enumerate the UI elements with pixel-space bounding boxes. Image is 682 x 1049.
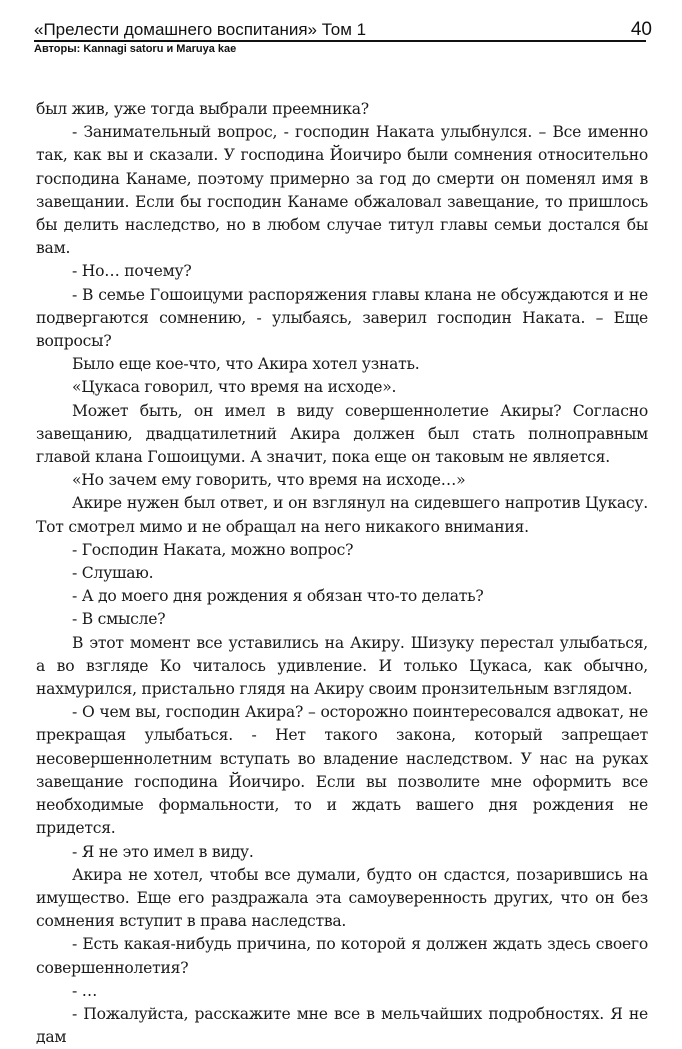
paragraph: «Но зачем ему говорить, что время на исходе…» [72, 471, 466, 490]
page-header [34, 20, 650, 66]
header-authors: Авторы: Kannagi satoru и Maruya kae [34, 43, 237, 55]
paragraph: Было еще кое-что, что Акира хотел узнать. [72, 355, 420, 374]
paragraph: «Цукаса говорил, что время на исходе». [72, 378, 397, 397]
paragraph: Акире нужен был ответ, и он взглянул на сидевшего напротив Цукасу. Тот смотрел мимо и не обращал на него никакого внимания. [36, 494, 648, 536]
paragraph: Акира не хотел, чтобы все думали, будто он сдастся, позарившись на имущество. Еще его раздражала эта самоуверенность других, что он без сомнения вступит в права наследства. [36, 865, 648, 931]
paragraph: - Я не это имел в виду. [72, 842, 254, 861]
paragraph: - Но… почему? [72, 262, 192, 281]
paragraph: Может быть, он имел в виду совершеннолетие Акиры? Согласно завещанию, двадцатилетний Акира должен был стать полноправным главой клана Гошоицуми. А значит, пока еще он таковым не является. [36, 401, 648, 467]
paragraph: - Слушаю. [72, 564, 154, 583]
header-title: «Прелести домашнего воспитания» Том 1 [34, 20, 367, 39]
paragraph: - … [72, 981, 98, 1000]
paragraph: был жив, уже тогда выбрали преемника? [36, 100, 369, 118]
paragraph: - В семье Гошоицуми распоряжения главы клана не обсуждаются и не подвергаются сомнению, - улыбаясь, заверил господин Наката. – Еще вопросы? [36, 285, 648, 351]
paragraph: - Пожалуйста, расскажите мне все в мельчайших подробностях. Я не дам [36, 1004, 648, 1047]
paragraph: - Есть какая-нибудь причина, по которой я должен ждать здесь своего совершеннолетия? [36, 935, 648, 977]
paragraph: - А до моего дня рождения я обязан что-то делать? [72, 587, 484, 606]
body-text [36, 98, 648, 1049]
paragraph: - Занимательный вопрос, - господин Наката улыбнулся. – Все именно так, как вы и сказали. У господина Йоичиро были сомнения относительно господина Канаме, поэтому примерно за год до смерти он поменял имя в завещании. Если бы господин Канаме обжаловал завещание, то пришлось бы делить наследство, но в любом случае титул главы семьи достался бы вам. [36, 123, 648, 258]
paragraph: - О чем вы, господин Акира? – осторожно поинтересовался адвокат, не прекращая улыбаться. - Нет такого закона, который запрещает несовершеннолетним вступать во владение наследством. У нас на руках завещание господина Йоичиро. Если вы позволите мне оформить все необходимые формальности, то и ждать вашего дня рождения не придется. [36, 703, 648, 838]
paragraph: - Господин Наката, можно вопрос? [72, 540, 354, 559]
paragraph: В этот момент все уставились на Акиру. Шизуку перестал улыбаться, а во взгляде Ко читалось удивление. И только Цукаса, как обычно, нахмурился, пристально глядя на Акиру своим пронзительным взглядом. [36, 633, 648, 699]
page-number: 40 [630, 19, 652, 40]
paragraph: - В смысле? [72, 610, 166, 629]
